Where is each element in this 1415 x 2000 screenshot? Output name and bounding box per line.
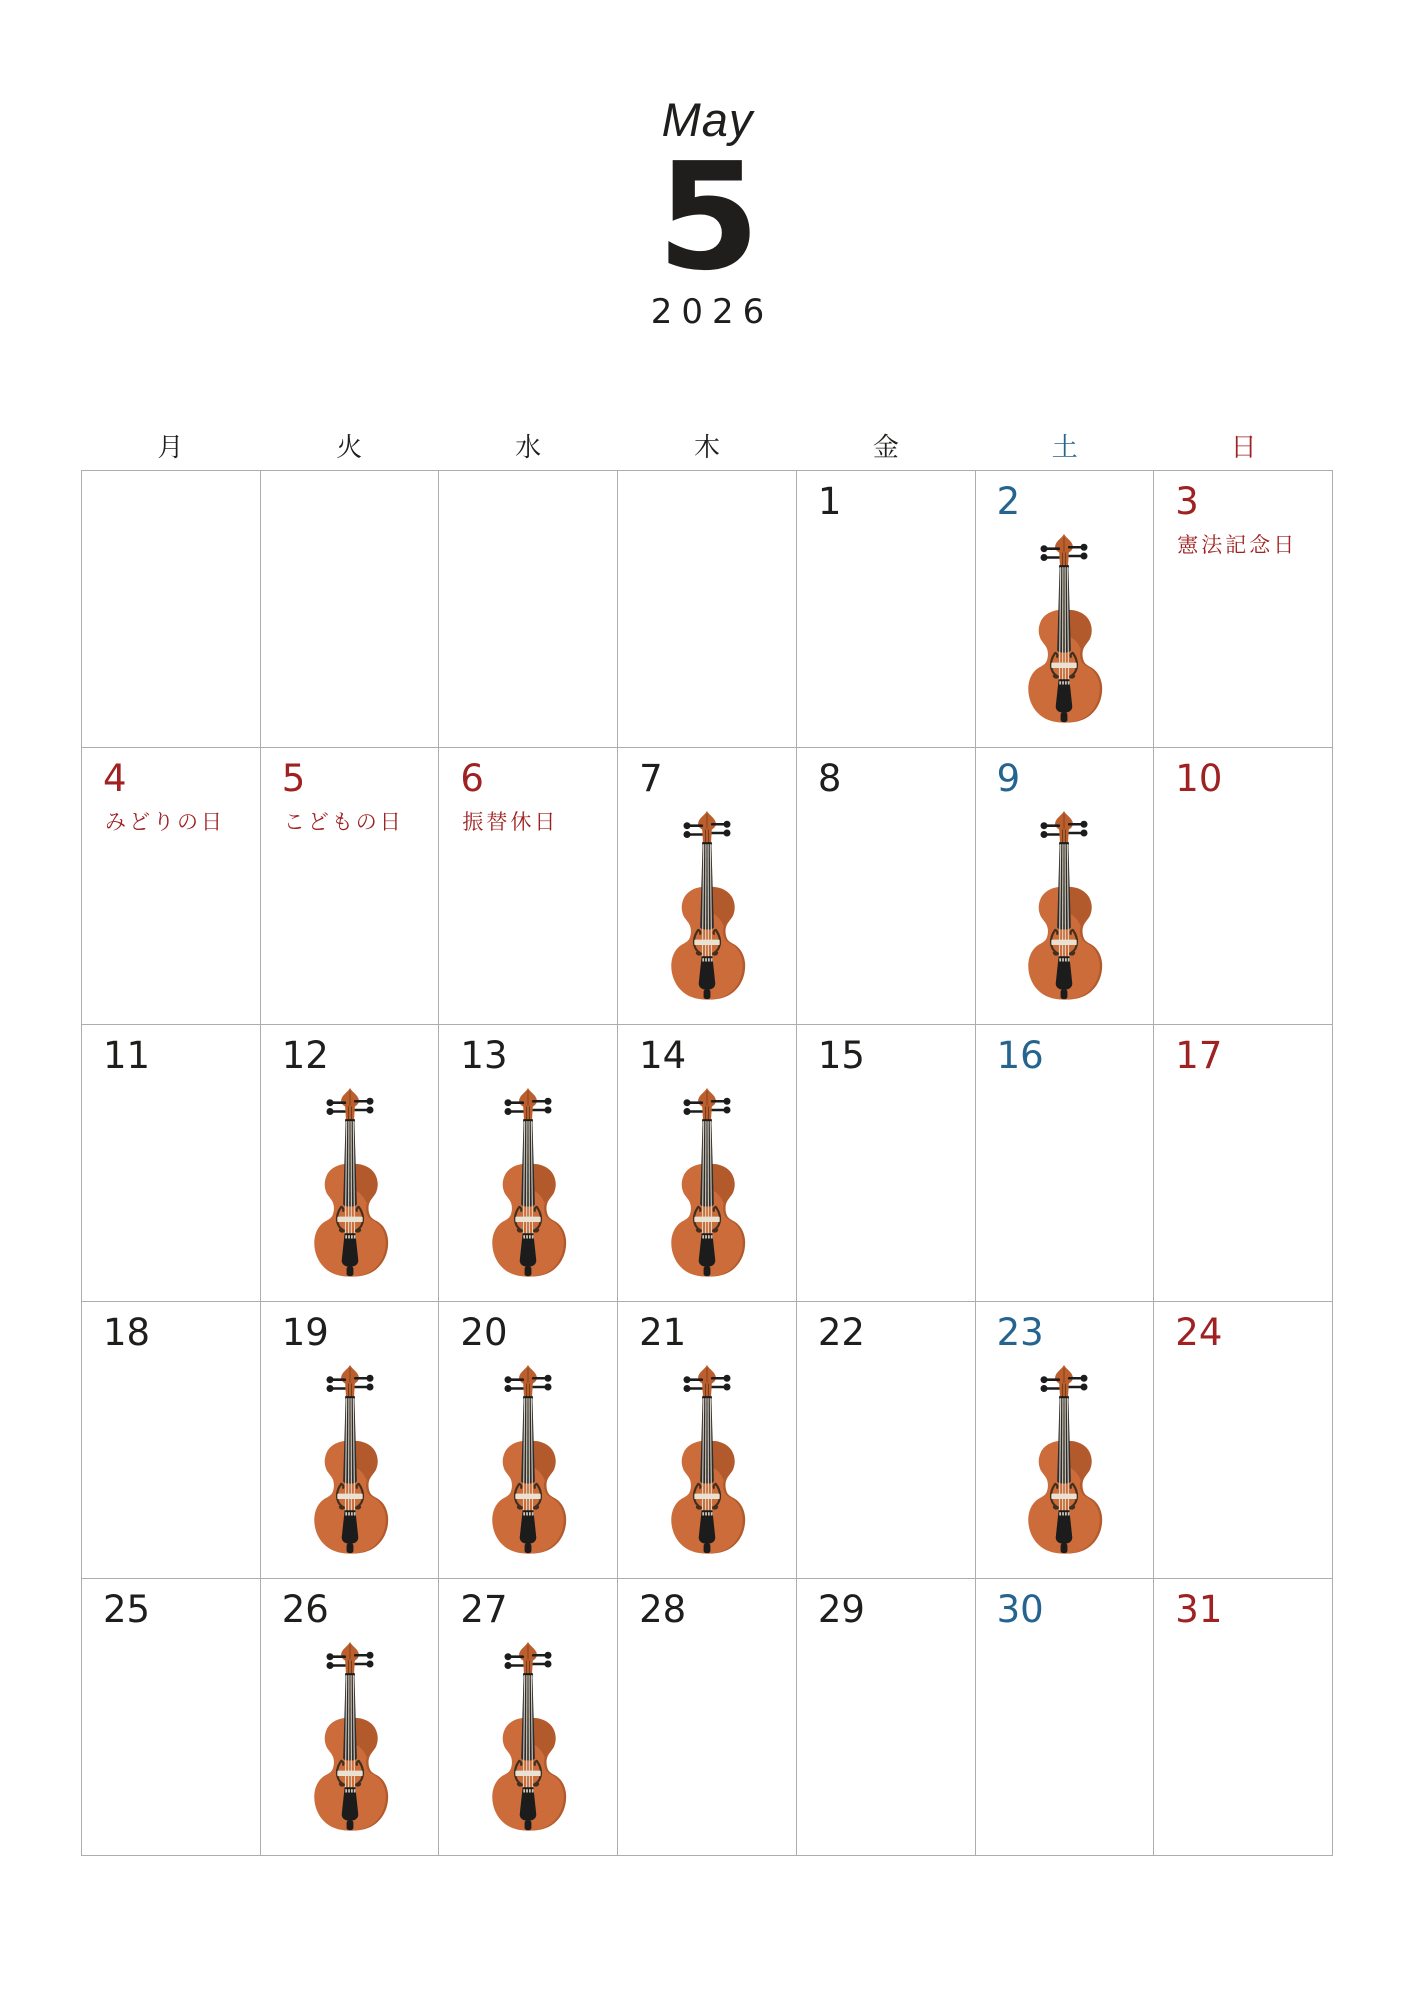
day-number: 14: [639, 1034, 687, 1077]
day-cell: [81, 747, 260, 1024]
holiday-label: 振替休日: [462, 809, 559, 834]
day-cell: [260, 1301, 439, 1578]
calendar-header: [0, 93, 1415, 333]
violin-icon: [489, 1641, 567, 1836]
holiday-label: みどりの日: [105, 809, 225, 834]
violin-icon: [1025, 1364, 1103, 1559]
day-cell: [1153, 1301, 1332, 1578]
day-cell: [617, 1024, 796, 1301]
day-number: 29: [817, 1588, 865, 1631]
day-cell: [438, 1578, 617, 1855]
violin-icon: [1025, 810, 1103, 1005]
day-number: 18: [103, 1311, 151, 1354]
day-number: [82, 471, 260, 483]
day-cell: [975, 1578, 1154, 1855]
day-cell: [617, 1578, 796, 1855]
day-cell: [438, 470, 617, 747]
day-cell: [975, 1301, 1154, 1578]
day-number: 15: [817, 1034, 865, 1077]
day-cell: [438, 747, 617, 1024]
day-cell: [438, 1024, 617, 1301]
day-cell: [81, 1024, 260, 1301]
violin-icon: [489, 1087, 567, 1282]
day-number: 10: [1175, 757, 1223, 800]
day-number: 13: [460, 1034, 508, 1077]
day-number: 4: [103, 757, 127, 800]
day-number: 25: [103, 1588, 151, 1631]
day-cell: [260, 1024, 439, 1301]
day-cell: [796, 747, 975, 1024]
weekday-label-friday: 金: [872, 432, 899, 463]
violin-icon: [668, 1364, 746, 1559]
violin-icon: [668, 1087, 746, 1282]
violin-icon: [311, 1087, 389, 1282]
day-cell: [81, 470, 260, 747]
day-cell: [796, 470, 975, 747]
day-number: [261, 471, 439, 483]
day-number: 21: [639, 1311, 687, 1354]
day-cell: [975, 470, 1154, 747]
day-cell: [1153, 1578, 1332, 1855]
day-number: [618, 471, 796, 483]
day-cell: [975, 1024, 1154, 1301]
day-number: 2: [996, 480, 1021, 523]
day-cell: [796, 1301, 975, 1578]
holiday-label: こどもの日: [283, 809, 404, 834]
day-number: 9: [996, 757, 1021, 800]
day-number: 17: [1175, 1034, 1223, 1077]
day-cell: [796, 1024, 975, 1301]
day-cell: [617, 470, 796, 747]
day-cell: [260, 747, 439, 1024]
calendar: [81, 420, 1333, 1856]
day-cell: [1153, 1024, 1332, 1301]
weekday-label-tuesday: 火: [336, 432, 363, 463]
day-cell: [796, 1578, 975, 1855]
day-number: [439, 471, 617, 483]
weekday-header-row: [81, 420, 1333, 470]
day-cell: [260, 470, 439, 747]
day-cell: [1153, 470, 1332, 747]
day-number: 20: [460, 1311, 508, 1354]
day-number: 23: [996, 1311, 1044, 1354]
violin-icon: [489, 1364, 567, 1559]
day-number: 24: [1175, 1311, 1223, 1354]
day-number: 31: [1175, 1588, 1223, 1631]
day-cell: [1153, 747, 1332, 1024]
day-number: 11: [103, 1034, 151, 1077]
day-number: 1: [817, 480, 842, 523]
day-number: 19: [281, 1311, 329, 1354]
day-number: 28: [639, 1588, 687, 1631]
day-number: 30: [996, 1588, 1044, 1631]
day-number: 6: [460, 757, 484, 800]
day-cell: [617, 747, 796, 1024]
day-cell: [617, 1301, 796, 1578]
day-cell: [975, 747, 1154, 1024]
day-number: 3: [1175, 480, 1199, 523]
day-cell: [260, 1578, 439, 1855]
day-number: 26: [281, 1588, 329, 1631]
violin-icon: [311, 1641, 389, 1836]
month-number: 5: [657, 131, 758, 303]
weekday-label-sunday: 日: [1230, 432, 1257, 463]
holiday-label: 憲法記念日: [1177, 532, 1298, 557]
day-number: 27: [460, 1588, 508, 1631]
day-number: 22: [817, 1311, 865, 1354]
day-number: 5: [281, 757, 306, 800]
weekday-label-thursday: 木: [693, 432, 720, 463]
day-cell: [81, 1301, 260, 1578]
month-name-english: May: [661, 93, 754, 146]
violin-icon: [311, 1364, 389, 1559]
weekday-label-wednesday: 水: [515, 432, 542, 463]
day-number: 7: [639, 757, 663, 800]
day-number: 8: [817, 757, 842, 800]
violin-icon: [668, 810, 746, 1005]
weekday-label-saturday: 土: [1051, 432, 1078, 463]
day-cell: [81, 1578, 260, 1855]
year-label: 2026: [650, 292, 774, 333]
calendar-grid: [81, 470, 1333, 1856]
day-cell: [438, 1301, 617, 1578]
weekday-label-monday: 月: [157, 432, 184, 463]
day-number: 12: [281, 1034, 329, 1077]
day-number: 16: [996, 1034, 1044, 1077]
violin-icon: [1025, 533, 1103, 728]
